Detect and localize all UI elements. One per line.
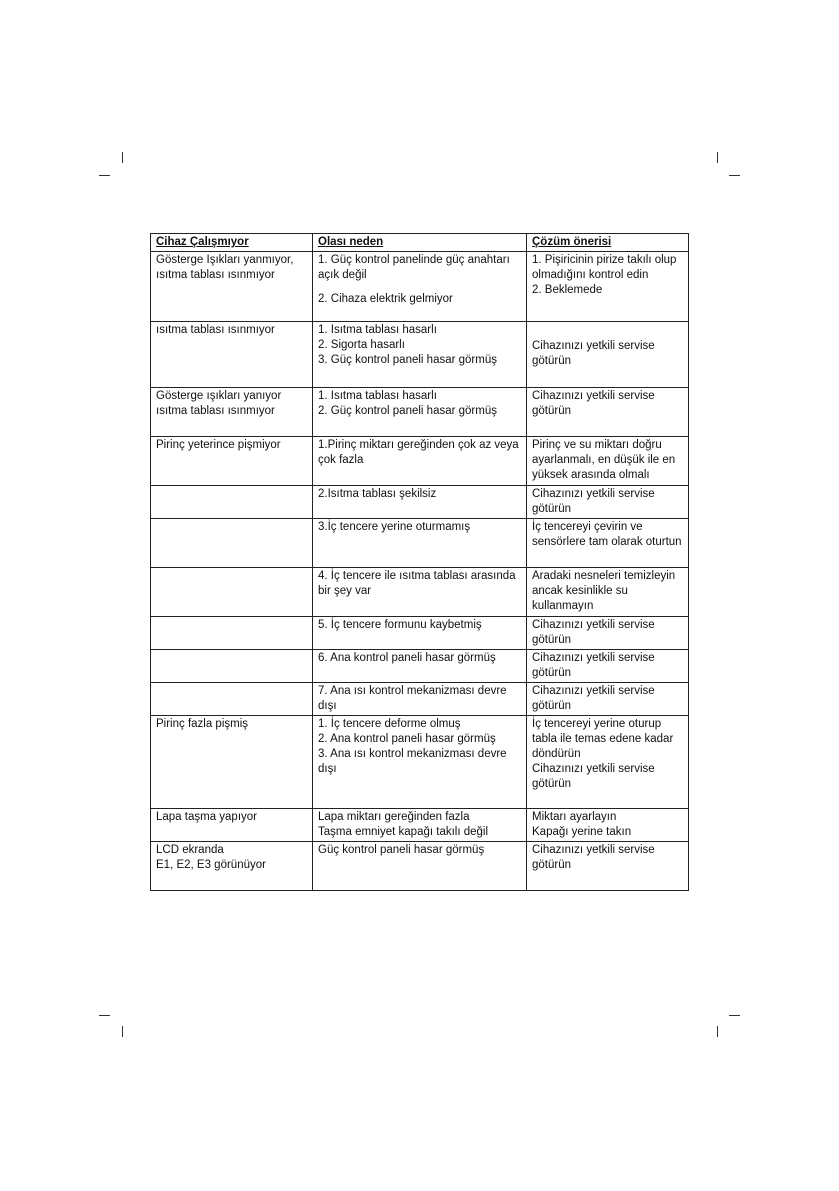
problem-cell <box>151 568 313 617</box>
solution-text: Cihazınızı yetkili servise götürün <box>532 763 655 790</box>
cause-text: Taşma emniyet kapağı takılı değil <box>318 826 489 838</box>
solution-text: İç tencereyi yerine oturup tabla ile temas edene kadar döndürün <box>532 718 674 760</box>
solution-cell <box>527 716 689 809</box>
problem-text: E1, E2, E3 görünüyor <box>156 859 266 871</box>
cause-text: 1. Isıtma tablası hasarlı <box>318 390 437 402</box>
problem-cell <box>151 650 313 683</box>
problem-cell <box>151 322 313 388</box>
troubleshooting-table <box>150 233 689 891</box>
solution-text: Aradaki nesneleri temizleyin ancak kesinlikle su kullanmayın <box>532 570 676 612</box>
crop-mark <box>729 1015 740 1016</box>
table-row <box>151 322 689 388</box>
problem-text: ısıtma tablası ısınmıyor <box>156 324 275 336</box>
solution-text: 1. Pişiricinin pirize takılı olup olmadığını kontrol edin <box>532 254 677 281</box>
crop-mark <box>122 1026 123 1037</box>
cause-text: 2.Isıtma tablası şekilsiz <box>318 488 437 500</box>
solution-text: İç tencereyi çevirin ve sensörlere tam olarak oturtun <box>532 521 682 548</box>
table-row <box>151 252 689 322</box>
cause-text: 6. Ana kontrol paneli hasar görmüş <box>318 652 496 664</box>
solution-cell <box>527 683 689 716</box>
cause-cell <box>313 809 527 842</box>
solution-cell <box>527 519 689 568</box>
solution-text: Cihazınızı yetkili servise götürün <box>532 685 655 712</box>
cause-text: 4. İç tencere ile ısıtma tablası arasında bir şey var <box>318 570 516 597</box>
cause-text: 1.Pirinç miktarı gereğinden çok az veya çok fazla <box>318 439 519 466</box>
solution-text: Cihazınızı yetkili servise götürün <box>532 340 655 367</box>
problem-cell <box>151 617 313 650</box>
table-row <box>151 683 689 716</box>
table-row <box>151 809 689 842</box>
problem-cell <box>151 683 313 716</box>
table-row <box>151 437 689 486</box>
solution-text: Cihazınızı yetkili servise götürün <box>532 844 655 871</box>
problem-text: Gösterge Işıkları yanmıyor, <box>156 254 294 266</box>
crop-mark <box>99 175 110 176</box>
cause-cell <box>313 486 527 519</box>
problem-text: Pirinç yeterince pişmiyor <box>156 439 281 451</box>
problem-cell <box>151 486 313 519</box>
solution-text: 2. Beklemede <box>532 284 603 296</box>
solution-cell <box>527 842 689 891</box>
cause-text: 7. Ana ısı kontrol mekanizması devre dışı <box>318 685 507 712</box>
problem-cell <box>151 842 313 891</box>
column-header-cause: Olası neden <box>313 234 527 252</box>
cause-cell <box>313 617 527 650</box>
solution-text: Miktarı ayarlayın <box>532 811 617 823</box>
cause-text: 5. İç tencere formunu kaybetmiş <box>318 619 482 631</box>
cause-cell <box>313 322 527 388</box>
cause-cell <box>313 437 527 486</box>
crop-mark <box>729 175 740 176</box>
table-row <box>151 519 689 568</box>
solution-text: Pirinç ve su miktarı doğru ayarlanmalı, en düşük ile en yüksek arasında olmalı <box>532 439 676 481</box>
cause-cell <box>313 519 527 568</box>
problem-cell <box>151 252 313 322</box>
cause-text: 1. İç tencere deforme olmuş <box>318 718 461 730</box>
problem-cell <box>151 716 313 809</box>
problem-cell <box>151 519 313 568</box>
solution-cell <box>527 322 689 388</box>
cause-text: Güç kontrol paneli hasar görmüş <box>318 844 485 856</box>
solution-text: Cihazınızı yetkili servise götürün <box>532 652 655 679</box>
cause-cell <box>313 252 527 322</box>
problem-text: ısıtma tablası ısınmıyor <box>156 269 275 281</box>
table-row <box>151 486 689 519</box>
solution-cell <box>527 650 689 683</box>
solution-text: Cihazınızı yetkili servise götürün <box>532 619 655 646</box>
cause-cell <box>313 388 527 437</box>
cause-cell <box>313 842 527 891</box>
solution-cell <box>527 437 689 486</box>
table-row <box>151 842 689 891</box>
cause-text: 2. Ana kontrol paneli hasar görmüş <box>318 733 496 745</box>
cause-text: 3. Ana ısı kontrol mekanizması devre dışı <box>318 748 507 775</box>
solution-text: Cihazınızı yetkili servise götürün <box>532 390 655 417</box>
cause-text: Lapa miktarı gereğinden fazla <box>318 811 470 823</box>
problem-cell <box>151 809 313 842</box>
column-header-solution: Çözüm önerisi <box>527 234 689 252</box>
problem-cell <box>151 388 313 437</box>
cause-text: 3. Güç kontrol paneli hasar görmüş <box>318 354 497 366</box>
solution-cell <box>527 568 689 617</box>
solution-text: Kapağı yerine takın <box>532 826 632 838</box>
cause-cell <box>313 716 527 809</box>
solution-text: Cihazınızı yetkili servise götürün <box>532 488 655 515</box>
solution-cell <box>527 388 689 437</box>
table-header-row <box>151 234 689 252</box>
solution-cell <box>527 617 689 650</box>
cause-cell <box>313 568 527 617</box>
table-row <box>151 568 689 617</box>
cause-text: 1. Isıtma tablası hasarlı <box>318 324 437 336</box>
problem-text: LCD ekranda <box>156 844 224 856</box>
table-row <box>151 650 689 683</box>
cause-text: 3.İç tencere yerine oturmamış <box>318 521 471 533</box>
table-row <box>151 716 689 809</box>
solution-cell <box>527 252 689 322</box>
crop-mark <box>122 152 123 163</box>
problem-text: Lapa taşma yapıyor <box>156 811 258 823</box>
cause-text: 1. Güç kontrol panelinde güç anahtarı açık değil <box>318 254 510 281</box>
crop-mark <box>717 152 718 163</box>
problem-cell <box>151 437 313 486</box>
table-row <box>151 388 689 437</box>
problem-text: Pirinç fazla pişmiş <box>156 718 249 730</box>
solution-cell <box>527 809 689 842</box>
column-header-problem: Cihaz Çalışmıyor <box>151 234 313 252</box>
table-row <box>151 617 689 650</box>
cause-text: 2. Sigorta hasarlı <box>318 339 405 351</box>
cause-text: 2. Güç kontrol paneli hasar görmüş <box>318 405 497 417</box>
crop-mark <box>717 1026 718 1037</box>
problem-text: ısıtma tablası ısınmıyor <box>156 405 275 417</box>
solution-cell <box>527 486 689 519</box>
crop-mark <box>99 1015 110 1016</box>
cause-cell <box>313 683 527 716</box>
cause-text: 2. Cihaza elektrik gelmiyor <box>318 293 453 305</box>
cause-cell <box>313 650 527 683</box>
problem-text: Gösterge ışıkları yanıyor <box>156 390 282 402</box>
